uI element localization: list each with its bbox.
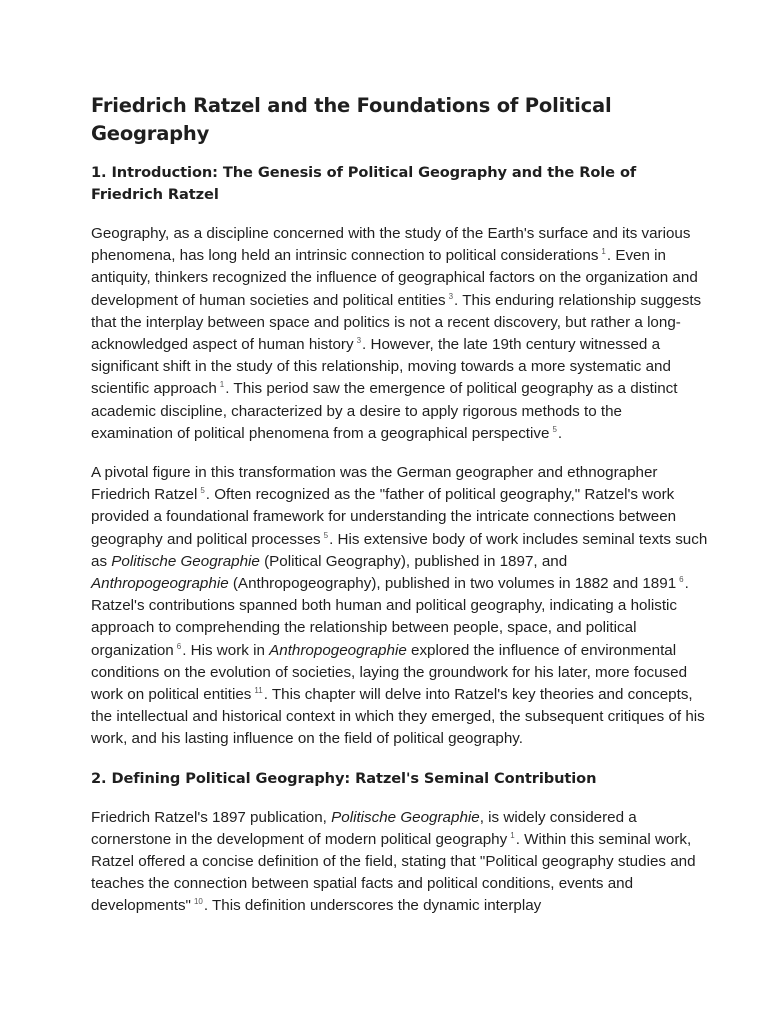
text-run: . — [557, 424, 563, 442]
text-run: . However, the late 19th century witnessed a significant shift in the study of this relationship, moving towards a more systematic and scientific approach — [91, 336, 671, 398]
text-run: . His extensive body of work includes seminal texts such as — [91, 530, 708, 570]
book-title: Politische Geographie — [331, 808, 480, 826]
text-run: . This chapter will delve into Ratzel's key theories and concepts, the intellectual and historical context in which they emerged, the subsequent critiques of his work, and his lasting influence on the field of political geography. — [91, 686, 705, 748]
citation-marker: 1 — [510, 830, 515, 840]
book-title: Anthropogeographie — [91, 575, 229, 593]
text-run: Geography, as a discipline concerned with the study of the Earth's surface and its various phenomena, has long held an intrinsic connection to political considerations — [91, 225, 691, 265]
section-1-paragraph-2 — [91, 462, 708, 751]
citation-marker: 3 — [448, 291, 454, 301]
section-1-heading: 1. Introduction: The Genesis of Political Geography and the Role of Friedrich Ratzel — [91, 164, 637, 203]
citation-marker: 1 — [601, 247, 606, 257]
text-run: A pivotal figure in this transformation was the German geographer and ethnographer Friedrich Ratzel — [91, 464, 658, 504]
citation-marker: 6 — [679, 574, 684, 584]
text-run: Friedrich Ratzel's 1897 publication, — [91, 808, 332, 826]
text-run: . Often recognized as the "father of political geography," Ratzel's work provided a foundational framework for understanding the intricate connections between geography and political processes — [91, 486, 677, 548]
citation-marker: 5 — [200, 486, 205, 496]
section-2-paragraph-1 — [91, 807, 708, 918]
book-title: Politische Geographie — [111, 552, 260, 570]
citation-marker: 11 — [254, 686, 263, 695]
text-run: , is widely considered a cornerstone in the development of modern political geography — [91, 808, 637, 848]
text-run: . This definition underscores the dynamic interplay — [203, 897, 542, 915]
citation-marker: 10 — [193, 897, 203, 907]
text-run: . His work in — [182, 641, 270, 659]
text-run: explored the influence of environmental conditions on the evolution of societies, laying the groundwork for his later, more focused work on political entities — [91, 641, 688, 704]
text-run: . Within this seminal work, Ratzel offered a concise definition of the field, stating that "Political geography studies and teaches the connection between spatial facts and political conditions, events and developments" — [91, 830, 696, 915]
text-run: . Even in antiquity, thinkers recognized the influence of geographical factors on the organization and development of human societies and political entities — [91, 247, 698, 309]
citation-marker: 5 — [552, 424, 557, 434]
citation-marker: 3 — [356, 335, 362, 345]
text-run: . Ratzel's contributions spanned both human and political geography, indicating a holistic approach to comprehending the relationship between people, space, and political organization — [91, 575, 689, 659]
text-run: (Political Geography), published in 1897, and — [259, 552, 568, 570]
text-run: (Anthropogeography), published in two volumes in 1882 and 1891 — [228, 575, 677, 593]
text-run: . This period saw the emergence of political geography as a distinct academic discipline, characterized by a desire to apply rigorous methods to the examination of political phenomena from a geographical perspective — [91, 380, 678, 442]
citation-marker: 1 — [219, 380, 225, 390]
document-title: Friedrich Ratzel and the Foundations of Political Geography — [91, 94, 612, 145]
section-1-paragraph-1 — [91, 223, 708, 445]
book-title: Anthropogeographie — [269, 641, 407, 659]
section-2-heading: 2. Defining Political Geography: Ratzel's Seminal Contribution — [91, 769, 597, 787]
text-run: . This enduring relationship suggests that the interplay between space and politics is not a recent discovery, but rather a long-acknowledged aspect of human history — [91, 291, 702, 354]
citation-marker: 5 — [323, 530, 329, 540]
citation-marker: 6 — [176, 641, 182, 651]
